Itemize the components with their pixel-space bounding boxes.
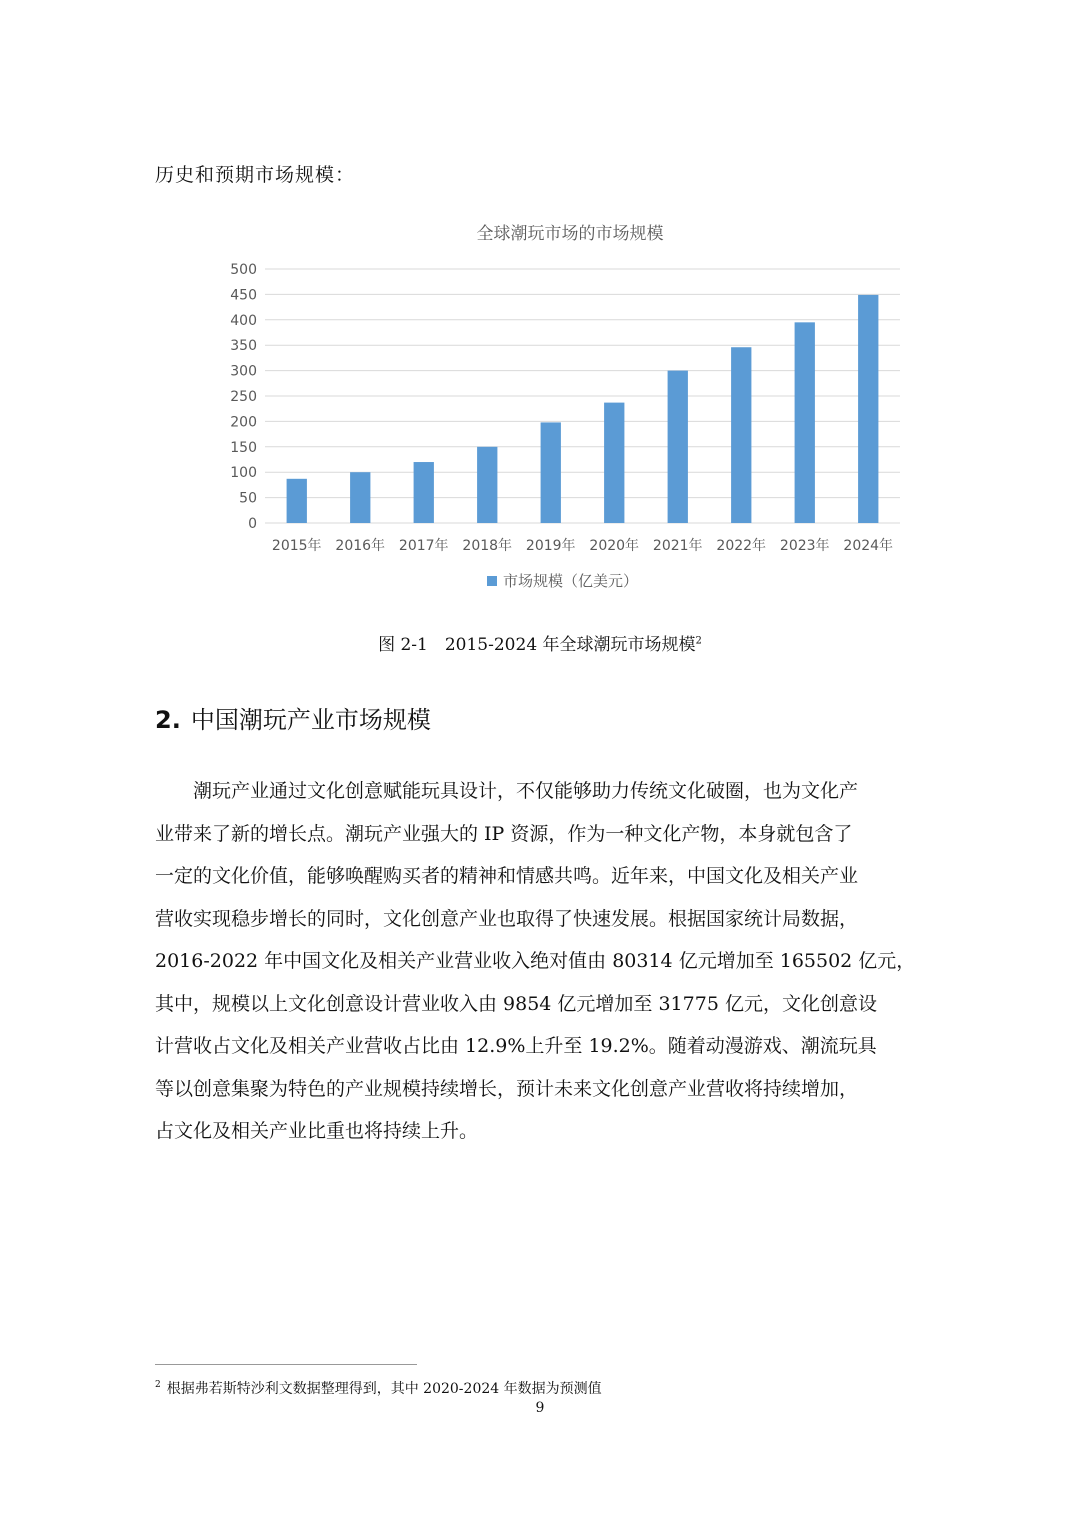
x-tick-label: 2018年 bbox=[462, 538, 513, 554]
bar bbox=[350, 472, 370, 523]
paragraph-line: 2016-2022 年中国文化及相关产业营业收入绝对值由 80314 亿元增加至 165502 亿元， bbox=[155, 950, 916, 972]
chart-bars bbox=[287, 295, 879, 523]
y-tick-label: 200 bbox=[230, 414, 257, 431]
chart-svg bbox=[210, 210, 920, 600]
figure-caption bbox=[0, 630, 1080, 655]
y-tick-label: 400 bbox=[230, 312, 257, 329]
footnote-text: 根据弗若斯特沙利文数据整理得到，其中 2020-2024 年数据为预测值 bbox=[166, 1381, 602, 1397]
section-number: 2. bbox=[155, 706, 181, 734]
figure-caption-text: 图 2-1 2015-2024 年全球潮玩市场规模 bbox=[378, 635, 696, 655]
bar bbox=[795, 322, 815, 523]
y-tick-label: 100 bbox=[230, 465, 257, 482]
y-tick-label: 250 bbox=[230, 389, 257, 405]
paragraph-line: 营收实现稳步增长的同时，文化创意产业也取得了快速发展。根据国家统计局数据， bbox=[155, 907, 859, 930]
x-tick-label: 2022年 bbox=[716, 538, 767, 554]
y-tick-label: 0 bbox=[248, 516, 257, 532]
body-paragraph bbox=[155, 770, 955, 1153]
page-number: 9 bbox=[535, 1400, 545, 1416]
chart-title: 全球潮玩市场的市场规模 bbox=[476, 224, 664, 244]
footnote-mark: 2 bbox=[155, 1380, 161, 1391]
x-tick-label: 2019年 bbox=[525, 538, 576, 554]
chart-x-tick-labels bbox=[272, 537, 893, 554]
intro-text: 历史和预期市场规模： bbox=[155, 164, 356, 186]
bar bbox=[477, 447, 497, 523]
paragraph-line: 业带来了新的增长点。潮玩产业强大的 IP 资源，作为一种文化产物，本身就包含了 bbox=[155, 822, 853, 845]
y-tick-label: 300 bbox=[230, 363, 257, 380]
bar bbox=[858, 295, 878, 523]
section-heading bbox=[155, 700, 431, 735]
legend-swatch bbox=[487, 576, 497, 586]
paragraph-line: 潮玩产业通过文化创意赋能玩具设计，不仅能够助力传统文化破圈，也为文化产 bbox=[193, 780, 859, 802]
paragraph-line: 其中，规模以上文化创意设计营业收入由 9854 亿元增加至 31775 亿元，文化创意设 bbox=[155, 992, 877, 1015]
chart-legend bbox=[487, 572, 638, 590]
bar bbox=[414, 462, 434, 523]
y-tick-label: 350 bbox=[230, 338, 257, 355]
paragraph-line: 等以创意集聚为特色的产业规模持续增长，预计未来文化创意产业营收将持续增加， bbox=[155, 1077, 859, 1100]
footnote-divider bbox=[155, 1364, 417, 1365]
footnote bbox=[155, 1378, 602, 1398]
section-title-text: 中国潮玩产业市场规模 bbox=[190, 706, 431, 734]
x-tick-label: 2023年 bbox=[779, 538, 830, 554]
y-tick-label: 450 bbox=[230, 287, 257, 304]
y-tick-label: 150 bbox=[230, 439, 257, 456]
x-tick-label: 2017年 bbox=[398, 538, 449, 554]
bar bbox=[668, 371, 688, 523]
paragraph-line: 一定的文化价值，能够唤醒购买者的精神和情感共鸣。近年来，中国文化及相关产业 bbox=[155, 865, 859, 887]
x-tick-label: 2016年 bbox=[335, 538, 386, 554]
bar bbox=[541, 422, 561, 523]
x-tick-label: 2024年 bbox=[843, 538, 894, 554]
x-tick-label: 2021年 bbox=[652, 538, 703, 554]
bar bbox=[604, 403, 624, 523]
x-tick-label: 2020年 bbox=[589, 538, 640, 554]
legend-label: 市场规模（亿美元） bbox=[503, 572, 639, 590]
x-tick-label: 2015年 bbox=[271, 538, 322, 554]
paragraph-line: 占文化及相关产业比重也将持续上升。 bbox=[155, 1120, 479, 1142]
paragraph-line: 计营收占文化及相关产业营收占比由 12.9%上升至 19.2%。随着动漫游戏、潮流玩具 bbox=[155, 1035, 877, 1057]
bar bbox=[287, 479, 307, 523]
y-tick-label: 50 bbox=[239, 490, 257, 507]
market-size-chart bbox=[210, 210, 920, 600]
chart-y-tick-labels bbox=[230, 262, 257, 532]
y-tick-label: 500 bbox=[230, 262, 257, 278]
figure-caption-footnote-ref: 2 bbox=[695, 635, 702, 647]
bar bbox=[731, 347, 751, 523]
